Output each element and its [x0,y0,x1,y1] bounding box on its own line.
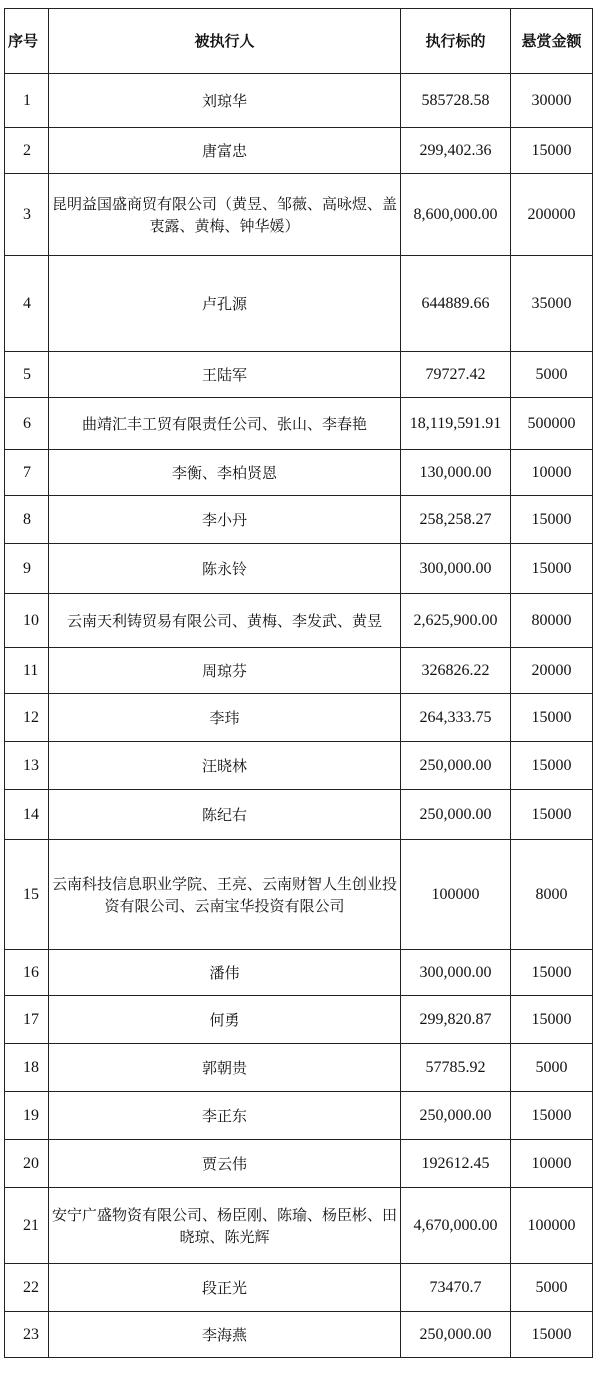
row-name: 刘琼华 [49,74,401,128]
row-reward: 15000 [511,790,593,840]
table-row [5,256,593,352]
row-reward: 10000 [511,1140,593,1188]
row-amount: 8,600,000.00 [401,174,511,256]
row-name: 汪晓林 [49,742,401,790]
row-name: 李玮 [49,694,401,742]
row-amount: 644889.66 [401,256,511,352]
row-name: 云南天利铸贸易有限公司、黄梅、李发武、黄昱 [49,594,401,648]
row-no: 21 [5,1188,49,1264]
row-reward: 15000 [511,544,593,594]
table-row [5,694,593,742]
row-reward: 15000 [511,950,593,996]
table-row [5,174,593,256]
table-row [5,648,593,694]
row-name: 王陆军 [49,352,401,398]
row-name: 李衡、李柏贤恩 [49,450,401,496]
row-amount: 57785.92 [401,1044,511,1092]
row-no: 17 [5,996,49,1044]
row-name: 李小丹 [49,496,401,544]
row-amount: 130,000.00 [401,450,511,496]
row-no: 19 [5,1092,49,1140]
table-row [5,1044,593,1092]
row-reward: 35000 [511,256,593,352]
header-reward: 悬赏金额 [511,9,593,74]
row-name: 何勇 [49,996,401,1044]
table-row [5,1264,593,1312]
row-no: 7 [5,450,49,496]
row-name: 周琼芬 [49,648,401,694]
table-row [5,840,593,950]
row-no: 2 [5,128,49,174]
row-name: 曲靖汇丰工贸有限责任公司、张山、李春艳 [49,398,401,450]
row-name: 云南科技信息职业学院、王亮、云南财智人生创业投资有限公司、云南宝华投资有限公司 [49,840,401,950]
row-no: 9 [5,544,49,594]
row-name: 唐富忠 [49,128,401,174]
row-name: 卢孔源 [49,256,401,352]
row-amount: 250,000.00 [401,1312,511,1358]
row-reward: 15000 [511,694,593,742]
table-row [5,128,593,174]
row-amount: 300,000.00 [401,950,511,996]
row-no: 23 [5,1312,49,1358]
row-reward: 5000 [511,1044,593,1092]
row-amount: 79727.42 [401,352,511,398]
table-row [5,950,593,996]
row-name: 李正东 [49,1092,401,1140]
row-no: 11 [5,648,49,694]
header-row [5,9,593,74]
row-no: 6 [5,398,49,450]
row-name: 安宁广盛物资有限公司、杨臣刚、陈瑜、杨臣彬、田晓琼、陈光辉 [49,1188,401,1264]
table-row [5,1140,593,1188]
table-row [5,790,593,840]
row-amount: 73470.7 [401,1264,511,1312]
row-no: 20 [5,1140,49,1188]
row-amount: 250,000.00 [401,1092,511,1140]
table-row [5,996,593,1044]
row-no: 18 [5,1044,49,1092]
row-amount: 299,402.36 [401,128,511,174]
row-reward: 5000 [511,1264,593,1312]
row-amount: 100000 [401,840,511,950]
table-row [5,496,593,544]
row-amount: 326826.22 [401,648,511,694]
row-no: 4 [5,256,49,352]
row-reward: 500000 [511,398,593,450]
header-amount: 执行标的 [401,9,511,74]
row-no: 12 [5,694,49,742]
table-row [5,352,593,398]
row-amount: 18,119,591.91 [401,398,511,450]
row-name: 昆明益国盛商贸有限公司（黄昱、邹薇、高咏煜、盖衷露、黄梅、钟华媛） [49,174,401,256]
row-name: 贾云伟 [49,1140,401,1188]
row-reward: 200000 [511,174,593,256]
row-amount: 2,625,900.00 [401,594,511,648]
row-amount: 4,670,000.00 [401,1188,511,1264]
row-reward: 80000 [511,594,593,648]
table-row [5,1312,593,1358]
table-row [5,1092,593,1140]
row-reward: 30000 [511,74,593,128]
row-no: 10 [5,594,49,648]
row-amount: 264,333.75 [401,694,511,742]
row-no: 15 [5,840,49,950]
row-name: 潘伟 [49,950,401,996]
table-row [5,398,593,450]
row-no: 3 [5,174,49,256]
row-reward: 15000 [511,1092,593,1140]
table-row [5,544,593,594]
row-no: 16 [5,950,49,996]
row-name: 陈永铃 [49,544,401,594]
row-no: 22 [5,1264,49,1312]
row-reward: 15000 [511,996,593,1044]
row-reward: 15000 [511,496,593,544]
row-reward: 20000 [511,648,593,694]
header-no: 序号 [5,9,49,74]
row-reward: 8000 [511,840,593,950]
table-row [5,742,593,790]
row-name: 郭朝贵 [49,1044,401,1092]
row-amount: 192612.45 [401,1140,511,1188]
row-amount: 299,820.87 [401,996,511,1044]
row-reward: 5000 [511,352,593,398]
row-amount: 258,258.27 [401,496,511,544]
row-name: 段正光 [49,1264,401,1312]
execution-reward-table [4,8,593,1358]
row-no: 8 [5,496,49,544]
row-name: 陈纪右 [49,790,401,840]
row-reward: 100000 [511,1188,593,1264]
row-name: 李海燕 [49,1312,401,1358]
row-reward: 10000 [511,450,593,496]
row-reward: 15000 [511,1312,593,1358]
row-amount: 250,000.00 [401,742,511,790]
table-row [5,74,593,128]
row-reward: 15000 [511,742,593,790]
table-row [5,1188,593,1264]
row-no: 14 [5,790,49,840]
row-reward: 15000 [511,128,593,174]
row-no: 13 [5,742,49,790]
table-row [5,450,593,496]
table-row [5,594,593,648]
row-no: 1 [5,74,49,128]
row-amount: 300,000.00 [401,544,511,594]
header-name: 被执行人 [49,9,401,74]
row-amount: 250,000.00 [401,790,511,840]
row-no: 5 [5,352,49,398]
row-amount: 585728.58 [401,74,511,128]
